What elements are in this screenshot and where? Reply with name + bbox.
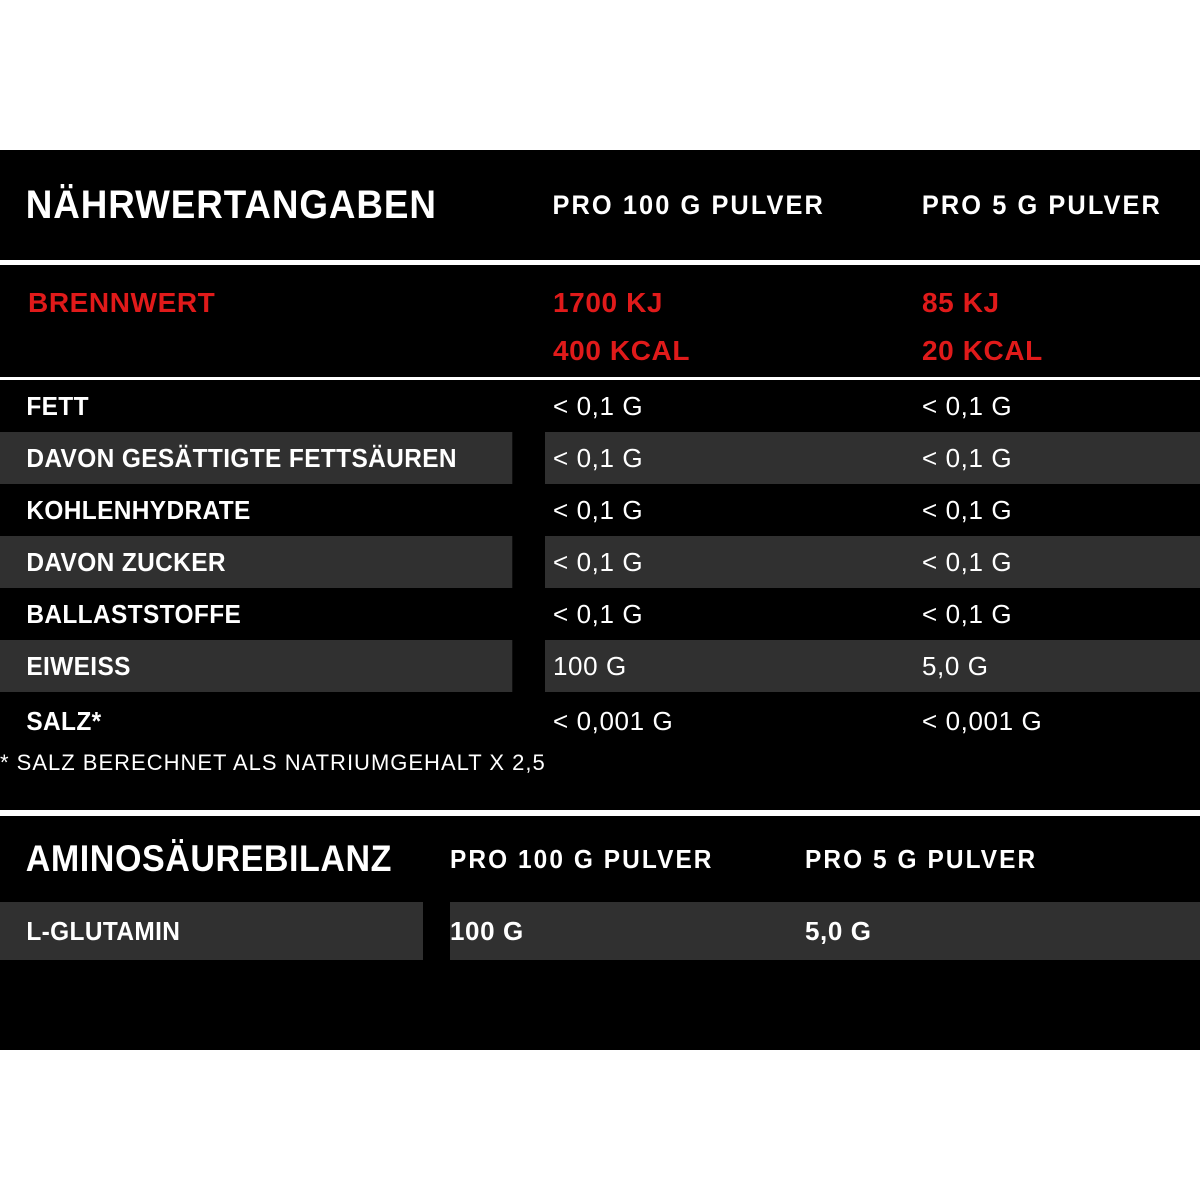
nutrition-header-row: [0, 150, 1200, 260]
energy-value-per-100g: [545, 265, 920, 377]
row-label-l-glutamin: L-GLUTAMIN: [0, 902, 423, 960]
energy-value-per-5g: [920, 265, 1200, 377]
black-panel: [0, 150, 1200, 1050]
section-gap: [0, 776, 1200, 810]
row-label-fett: FETT: [26, 390, 89, 421]
row-value-eiweiss-per-100g: 100 G: [545, 640, 920, 692]
nutrition-column-per-5g: PRO 5 G PULVER: [921, 189, 1162, 220]
row-label-gesaettigte-fettsaeuren: DAVON GESÄTTIGTE FETTSÄUREN: [0, 432, 512, 484]
amino-section: [0, 816, 1200, 960]
nutrition-table: [0, 150, 1200, 776]
row-label-salz: SALZ*: [26, 705, 102, 736]
row-value-gesaettigte-fettsaeuren-per-100g: < 0,1 G: [545, 432, 920, 484]
row-label-ballaststoffe: BALLASTSTOFFE: [26, 598, 242, 629]
table-row: [0, 902, 1200, 960]
amino-header-row: [0, 816, 1200, 902]
row-value-kohlenhydrate-per-100g: < 0,1 G: [553, 494, 644, 525]
energy-label: BRENNWERT: [28, 287, 216, 318]
nutrition-title: NÄHRWERTANGABEN: [25, 182, 437, 227]
row-label-zucker: DAVON ZUCKER: [0, 536, 512, 588]
row-value-kohlenhydrate-per-5g: < 0,1 G: [922, 494, 1013, 525]
row-value-eiweiss-per-5g: 5,0 G: [920, 640, 1200, 692]
row-value-ballaststoffe-per-100g: < 0,1 G: [553, 598, 644, 629]
row-label-kohlenhydrate: KOHLENHYDRATE: [26, 494, 251, 525]
energy-row: [0, 265, 1200, 377]
table-row: [0, 432, 1200, 484]
row-value-l-glutamin-per-100g: 100 G: [450, 902, 805, 960]
row-value-salz-per-100g: < 0,001 G: [553, 705, 674, 736]
row-value-zucker-per-5g: < 0,1 G: [920, 536, 1200, 588]
row-value-gesaettigte-fettsaeuren-per-5g: < 0,1 G: [920, 432, 1200, 484]
amino-table: [0, 816, 1200, 960]
row-value-l-glutamin-per-5g: 5,0 G: [805, 902, 1200, 960]
table-row: [0, 588, 1200, 640]
row-label-eiweiss: EIWEISS: [0, 640, 512, 692]
row-value-salz-per-5g: < 0,001 G: [922, 705, 1043, 736]
energy-kj-per-100g: 1700 KJ: [553, 287, 664, 318]
footnote-row: [0, 750, 1200, 776]
row-value-fett-per-5g: < 0,1 G: [922, 390, 1013, 421]
row-value-ballaststoffe-per-5g: < 0,1 G: [922, 598, 1013, 629]
salt-footnote: * SALZ BERECHNET ALS NATRIUMGEHALT X 2,5: [0, 750, 546, 775]
table-row: [0, 692, 1200, 750]
table-row: [0, 640, 1200, 692]
table-row: [0, 380, 1200, 432]
nutrition-column-per-100g: PRO 100 G PULVER: [552, 189, 825, 220]
energy-kcal-per-100g: 400 KCAL: [553, 335, 691, 366]
table-row: [0, 536, 1200, 588]
row-value-fett-per-100g: < 0,1 G: [553, 390, 644, 421]
table-row: [0, 484, 1200, 536]
amino-title: AMINOSÄUREBILANZ: [25, 838, 393, 879]
energy-kj-per-5g: 85 KJ: [922, 287, 1000, 318]
amino-column-per-100g: PRO 100 G PULVER: [450, 843, 714, 874]
energy-kcal-per-5g: 20 KCAL: [922, 335, 1043, 366]
row-value-zucker-per-100g: < 0,1 G: [545, 536, 920, 588]
amino-column-per-5g: PRO 5 G PULVER: [805, 843, 1038, 874]
